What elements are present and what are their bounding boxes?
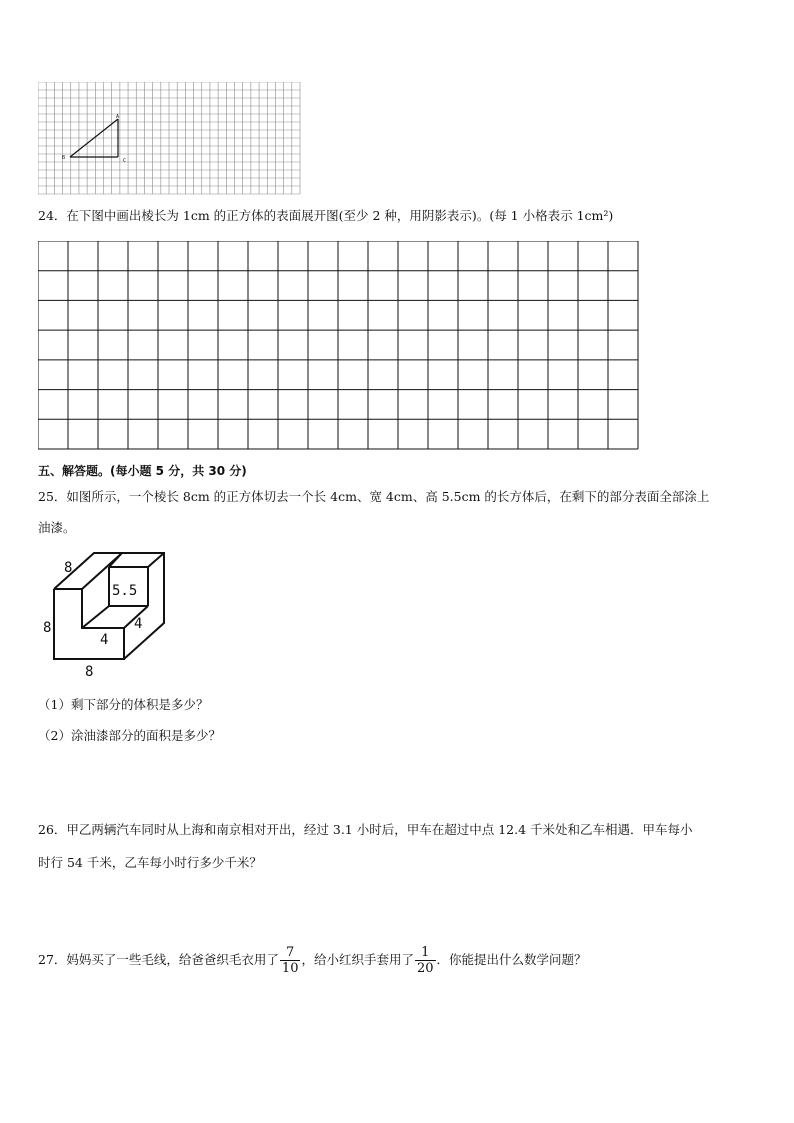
question-25-sub-2: （2）涂油漆部分的面积是多少？ (38, 728, 221, 743)
question-27-part-3: ．你能提出什么数学问题？ (436, 952, 587, 967)
label-top-8: 8 (64, 560, 73, 576)
label-cut-width-4: 4 (100, 632, 109, 648)
question-25-sub-1: （1）剩下部分的体积是多少？ (38, 697, 209, 712)
vertex-label-a: A (116, 114, 120, 120)
question-25-line-1: 25．如图所示，一个棱长 8cm 的正方体切去一个长 4cm、宽 4cm、高 5.5cm 的长方体后，在剩下的部分表面全部涂上 (38, 489, 710, 504)
section-5-heading: 五、解答题。(每小题 5 分，共 30 分) (38, 464, 247, 478)
fraction-2-numerator: 1 (415, 945, 436, 961)
fraction-1-denominator: 10 (281, 961, 299, 976)
large-drawing-grid[interactable] (38, 241, 640, 451)
small-grid-figure (38, 82, 301, 195)
question-27 (38, 942, 587, 978)
vertex-label-b: B (62, 155, 66, 161)
large-grid-lines (38, 241, 638, 449)
question-27-part-2: ，给小红织手套用了 (301, 952, 414, 967)
vertex-label-c: C (123, 158, 127, 164)
label-height-8: 8 (43, 620, 52, 636)
label-cut-depth-4: 4 (134, 616, 143, 632)
question-26-line-1: 26．甲乙两辆汽车同时从上海和南京相对开出，经过 3.1 小时后，甲车在超过中点 12.4 千米处和乙车相遇．甲车每小 (38, 822, 693, 837)
small-grid-lines (38, 82, 300, 194)
fraction-one-twentieth (415, 945, 436, 976)
question-27-part-1: 27．妈妈买了一些毛线，给爸爸织毛衣用了 (38, 952, 279, 967)
fraction-seven-tenths (280, 945, 301, 976)
fraction-1-numerator: 7 (280, 945, 301, 961)
question-24: 24．在下图中画出棱长为 1cm 的正方体的表面展开图(至少 2 种，用阴影表示)。(每 1 小格表示 1cm²) (38, 208, 614, 223)
question-26-line-2: 时行 54 千米，乙车每小时行多少千米？ (38, 855, 262, 870)
label-cut-height-5-5: 5.5 (112, 583, 138, 599)
question-25-line-2: 油漆。 (38, 520, 76, 535)
fraction-2-denominator: 20 (416, 961, 434, 976)
cut-cube-figure (38, 550, 173, 678)
label-bottom-8: 8 (85, 664, 94, 678)
